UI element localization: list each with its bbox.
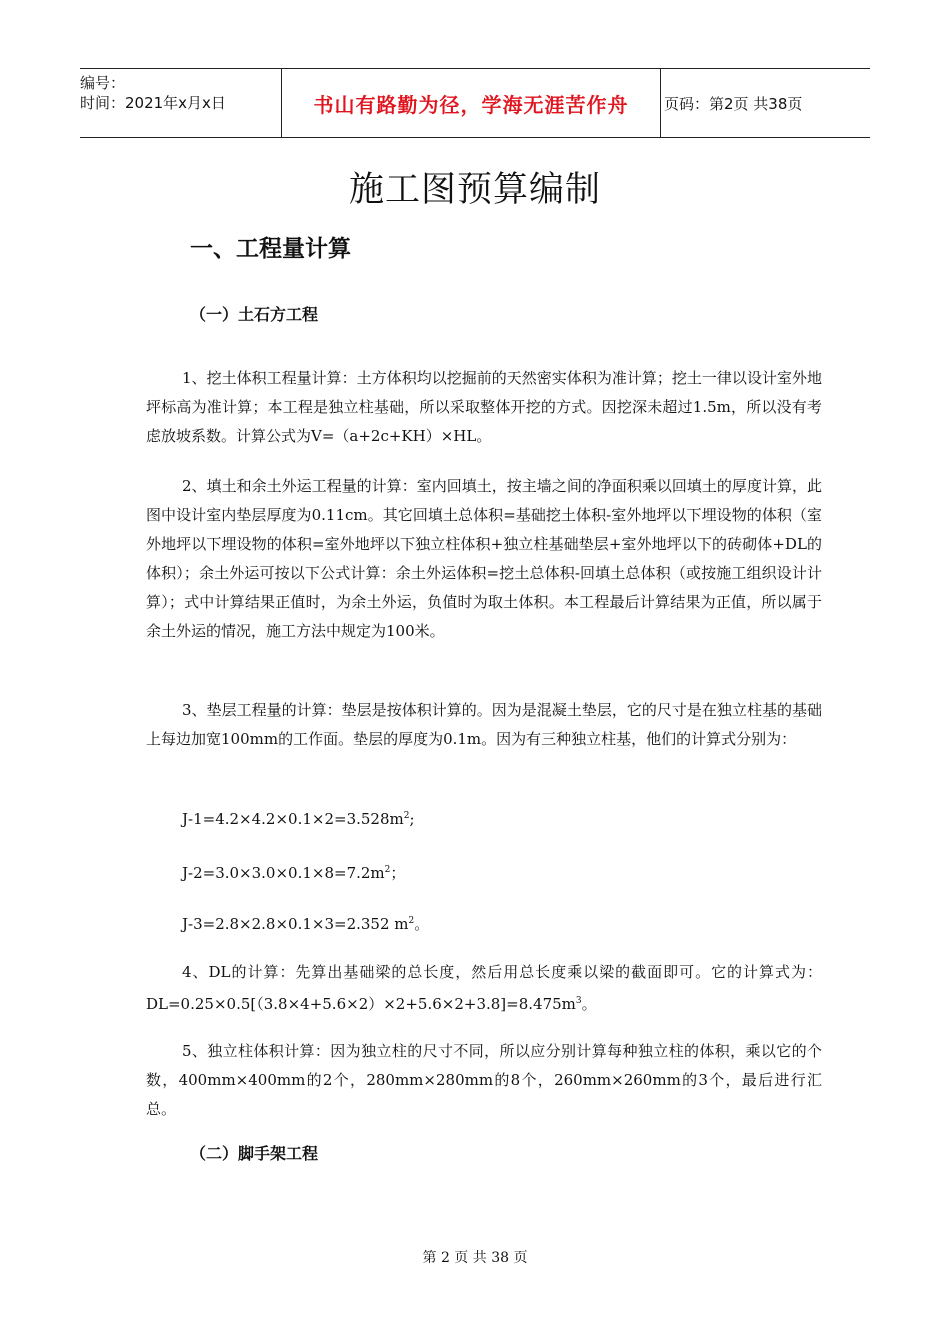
number-label: 编号： (80, 74, 126, 92)
paragraph-1: 1、挖土体积工程量计算：土方体积均以挖掘前的天然密实体积为准计算；挖土一律以设计室外地坪标高为准计算；本工程是独立柱基础，所以采取整体开挖的方式。因挖深未超过1.5m，所以没有考虑放坡系数。计算公式为V=（a+2c+KH）×HL。 (146, 369, 822, 445)
paragraph-4-end: 。 (581, 995, 597, 1013)
formula-j3-end: 。 (414, 915, 430, 933)
paragraph-3: 3、垫层工程量的计算：垫层是按体积计算的。因为是混凝土垫层，它的尺寸是在独立柱基的基础上每边加宽100mm的工作面。垫层的厚度为0.1m。因为有三种独立柱基，他们的计算式分别为： (146, 701, 822, 748)
subsection-heading-2: （二）脚手架工程 (190, 1144, 319, 1163)
page-footer: 第 2 页 共 38 页 (422, 1250, 528, 1266)
paragraph-2: 2、填土和余土外运工程量的计算：室内回填土，按主墙之间的净面积乘以回填土的厚度计算，此图中设计室内垫层厚度为0.11cm。其它回填土总体积=基础挖土体积-室外地坪以下埋设物的体积（室外地坪以下埋设物的体积=室外地坪以下独立柱体积+独立柱基础垫层+室外地坪以下的砖砌体+DL的体积）；余土外运可按以下公式计算：余土外运体积=挖土总体积-回填土总体积（或按施工组织设计计算）；式中计算结果正值时，为余土外运，负值时为取土体积。本工程最后计算结果为正值，所以属于余土外运的情况，施工方法中规定为100米。 (146, 477, 822, 640)
formula-j2-sup: 2 (384, 865, 391, 875)
paragraph-4-sup: 3 (575, 996, 582, 1006)
paragraph-4-main: 4、DL的计算：先算出基础梁的总长度，然后用总长度乘以梁的截面即可。它的计算式为：DL=0.25×0.5[（3.8×4+5.6×2）×2+5.6×2+3.8]=8.475m (146, 963, 822, 1013)
formula-j1-sup: 2 (403, 811, 410, 821)
page-header (80, 68, 870, 138)
header-meta (80, 69, 280, 137)
header-motto: 书山有路勤为径，学海无涯苦作舟 (281, 69, 661, 137)
paragraph-4 (146, 958, 822, 1019)
paragraph-5: 5、独立柱体积计算：因为独立柱的尺寸不同，所以应分别计算每种独立柱的体积，乘以它的个数，400mm×400mm的2个，280mm×280mm的8个，260mm×260mm的3个，最后进行汇总。 (146, 1042, 822, 1118)
formula-j2-end: ； (390, 864, 406, 882)
subsection-heading-1: （一）土石方工程 (190, 305, 319, 324)
formula-j3-sup: 2 (408, 916, 415, 926)
formula-j3-main: J-3=2.8×2.8×0.1×3=2.352 m (182, 915, 409, 933)
formula-j1-main: J-1=4.2×4.2×0.1×2=3.528m (182, 810, 404, 828)
formula-j2-main: J-2=3.0×3.0×0.1×8=7.2m (182, 864, 385, 882)
formula-j3 (182, 913, 429, 934)
formula-j1-end: ; (409, 810, 415, 828)
document-title: 施工图预算编制 (348, 170, 601, 210)
formula-j1 (182, 810, 415, 828)
date-label: 时间：2021年x月x日 (80, 94, 226, 112)
section-heading: 一、工程量计算 (190, 236, 351, 262)
header-page-info: 页码：第2页 共38页 (664, 94, 803, 113)
formula-j2 (182, 862, 405, 883)
